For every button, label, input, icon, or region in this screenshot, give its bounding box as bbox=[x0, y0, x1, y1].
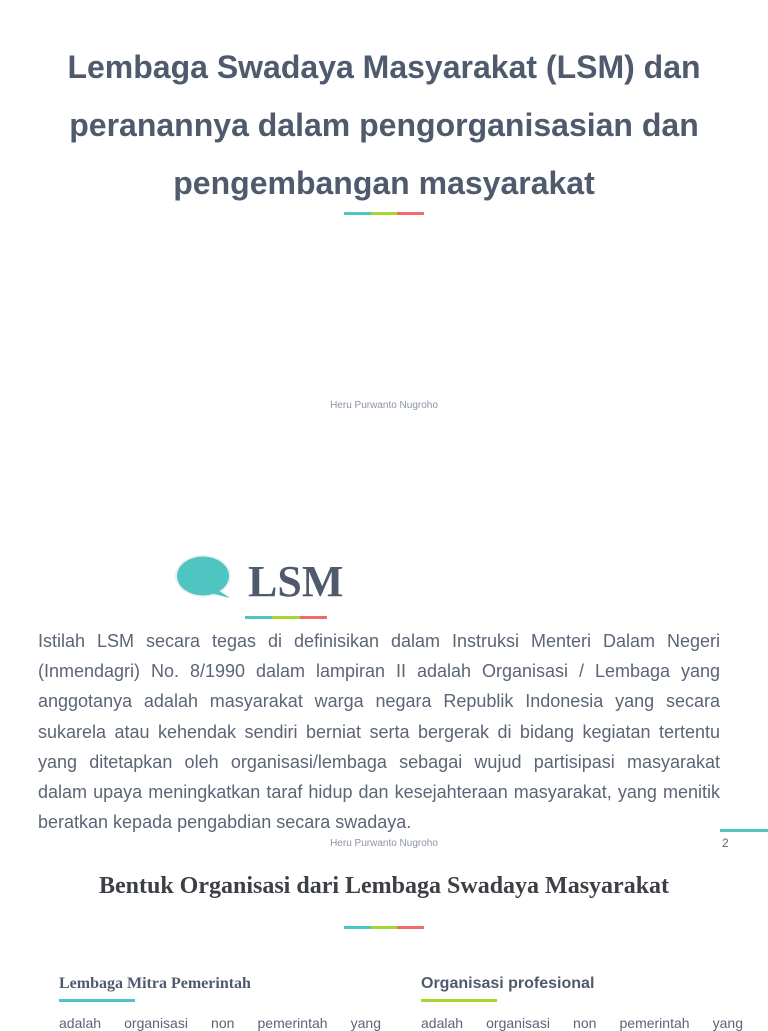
column-title-mitra-pemerintah: Lembaga Mitra Pemerintah bbox=[59, 975, 251, 992]
definition-paragraph: Istilah LSM secara tegas di definisikan dalam Instruksi Menteri Dalam Negeri (Inmendagri) No. 8/1990 dalam lampiran II adalah Organisasi / Lembaga yang anggotanya adalah masyarakat warga negara Republik Indonesia yang secara sukarela atau kehendak sendiri berniat serta bergerak di bidang kegiatan tertentu yang ditetapkan oleh organisasi/lembaga sebagai wujud partisipasi masyarakat dalam upaya meningkatkan taraf hidup dan kesejahteraan masyarakat, yang menitik beratkan kepada pengabdian secara swadaya. bbox=[38, 631, 720, 833]
column-text: adalah organisasi non pemerintah yang bbox=[59, 1015, 381, 1031]
title-divider bbox=[344, 926, 424, 929]
title-divider bbox=[344, 212, 424, 215]
definition-slide bbox=[0, 520, 768, 855]
footer-author: Heru Purwanto Nugroho bbox=[330, 838, 438, 849]
section-title: Bentuk Organisasi dari Lembaga Swadaya Masyarakat bbox=[98, 873, 670, 899]
organization-forms-slide bbox=[0, 855, 768, 1031]
speech-bubble-icon bbox=[174, 554, 232, 600]
column-text: adalah organisasi non pemerintah yang bbox=[421, 1015, 743, 1031]
footer-accent-line bbox=[720, 829, 768, 832]
page-number: 2 bbox=[722, 836, 729, 850]
heading-divider bbox=[245, 616, 327, 619]
column-underline bbox=[59, 999, 135, 1002]
presentation-title: Lembaga Swadaya Masyarakat (LSM) dan peranannya dalam pengorganisasian dan pengembangan masyarakat bbox=[67, 49, 701, 201]
column-title-organisasi-profesional: Organisasi profesional bbox=[421, 975, 595, 992]
author-name: Heru Purwanto Nugroho bbox=[330, 400, 438, 411]
section-heading: LSM bbox=[248, 557, 344, 606]
column-underline bbox=[421, 999, 497, 1002]
